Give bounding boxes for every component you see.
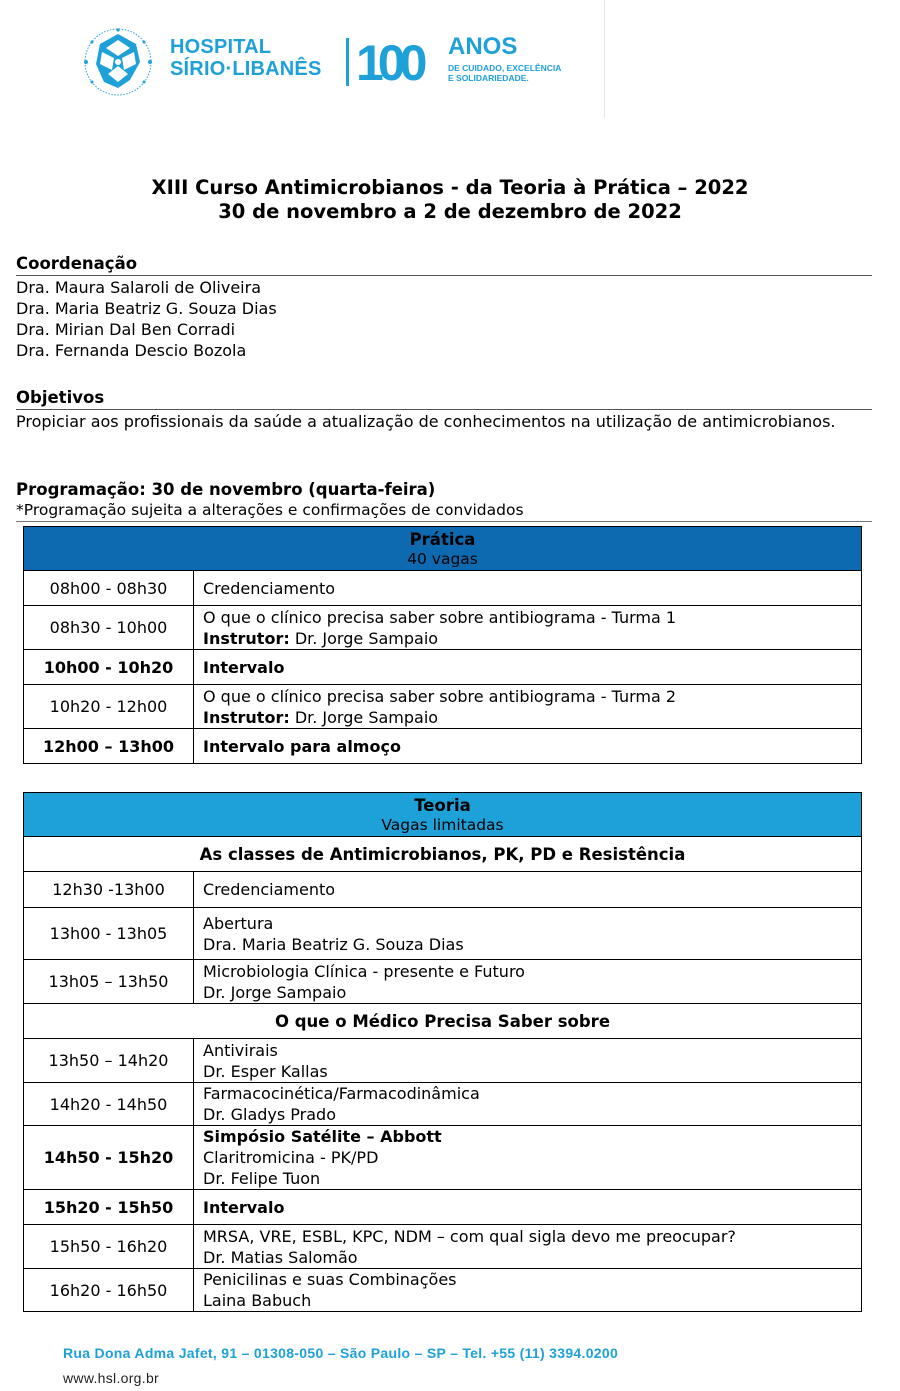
speaker-name: Dr. Jorge Sampaio <box>203 982 347 1002</box>
session-cell <box>194 1269 862 1312</box>
table-row <box>24 872 862 908</box>
speaker-name: Dr. Felipe Tuon <box>203 1169 321 1188</box>
session-time: 10h00 - 10h20 <box>24 650 194 685</box>
table-row <box>24 1083 862 1126</box>
session-time: 15h20 - 15h50 <box>24 1190 194 1225</box>
table-row <box>24 1269 862 1312</box>
session-time: 08h00 - 08h30 <box>24 571 194 606</box>
session-time: 15h50 - 16h20 <box>24 1225 194 1269</box>
table-row <box>24 908 862 960</box>
course-title-line1: XIII Curso Antimicrobianos - da Teoria à Prática – 2022 <box>151 176 749 199</box>
session-subtitle: Claritromicina - PK/PD <box>203 1148 379 1167</box>
instructor-label: Instrutor: <box>203 628 290 648</box>
logo-divider <box>346 38 349 86</box>
coordinator-name: Dra. Mirian Dal Ben Corradi <box>16 320 236 339</box>
theory-schedule-table <box>23 792 862 1312</box>
table-row <box>24 1039 862 1083</box>
table-row <box>24 685 862 729</box>
session-time: 13h05 – 13h50 <box>24 960 194 1004</box>
practice-header-row <box>24 527 862 571</box>
theory-header <box>24 793 862 837</box>
session-title: O que o clínico precisa saber sobre antibiograma - Turma 1 <box>203 607 677 627</box>
session-title: Simpósio Satélite – Abbott <box>203 1127 442 1146</box>
theory-title: Teoria <box>414 795 471 815</box>
session-time: 14h20 - 14h50 <box>24 1083 194 1126</box>
speaker-name: Laina Babuch <box>203 1291 312 1310</box>
instructor-line <box>203 707 861 728</box>
session-cell <box>194 606 862 650</box>
session-time: 13h00 - 13h05 <box>24 908 194 960</box>
instructor-label: Instrutor: <box>203 707 290 727</box>
session-time: 08h30 - 10h00 <box>24 606 194 650</box>
table-row <box>24 1190 862 1225</box>
speaker-name: Dr. Esper Kallas <box>203 1061 328 1081</box>
anniversary-word: ANOS <box>448 33 518 60</box>
practice-schedule-table <box>23 526 862 764</box>
session-title: Penicilinas e suas Combinações <box>203 1270 457 1289</box>
schedule-note: *Programação sujeita a alterações e confirmações de convidados <box>16 501 872 522</box>
hospital-name-line1: HOSPITAL <box>170 36 272 58</box>
session-title: Credenciamento <box>194 872 862 908</box>
session-cell <box>194 685 862 729</box>
table-row <box>24 1126 862 1190</box>
theory-header-row <box>24 793 862 837</box>
objectives-heading: Objetivos <box>16 388 872 410</box>
schedule-heading: Programação: 30 de novembro (quarta-feira) <box>16 480 436 499</box>
speaker-name: Dr. Gladys Prado <box>203 1105 336 1124</box>
session-cell <box>194 1126 862 1190</box>
table-row <box>24 729 862 764</box>
course-dates: 30 de novembro a 2 de dezembro de 2022 <box>218 200 682 223</box>
session-cell <box>194 1039 862 1083</box>
session-cell <box>194 1225 862 1269</box>
coordinator-name: Dra. Maria Beatriz G. Souza Dias <box>16 299 277 318</box>
speaker-name: Dra. Maria Beatriz G. Souza Dias <box>203 934 464 954</box>
table-row <box>24 960 862 1004</box>
session-title: Abertura <box>203 913 274 933</box>
practice-title: Prática <box>409 529 476 549</box>
coordinator-name: Dra. Fernanda Descio Bozola <box>16 341 247 360</box>
instructor-name: Dr. Jorge Sampaio <box>289 707 439 727</box>
footer-website-link[interactable]: www.hsl.org.br <box>63 1370 160 1386</box>
practice-subtitle: 40 vagas <box>407 549 478 568</box>
session-cell <box>194 908 862 960</box>
anniversary-number: 100 <box>356 36 422 88</box>
section-heading: As classes de Antimicrobianos, PK, PD e Resistência <box>24 837 862 872</box>
table-row <box>24 571 862 606</box>
session-title: Microbiologia Clínica - presente e Futuro <box>203 961 525 981</box>
section-row <box>24 837 862 872</box>
hospital-name <box>170 36 322 80</box>
hospital-logo <box>78 28 578 96</box>
instructor-line <box>203 628 861 649</box>
table-row <box>24 650 862 685</box>
session-cell <box>194 1083 862 1126</box>
header-vertical-rule <box>604 0 605 118</box>
speaker-name: Dr. Matias Salomão <box>203 1247 358 1267</box>
session-title: Intervalo <box>194 1190 862 1225</box>
course-title <box>0 176 900 224</box>
anniversary-tagline <box>448 63 588 83</box>
tagline-line2: E SOLIDARIEDADE. <box>448 73 529 83</box>
session-time: 14h50 - 15h20 <box>24 1126 194 1190</box>
table-row <box>24 606 862 650</box>
session-cell <box>194 960 862 1004</box>
instructor-name: Dr. Jorge Sampaio <box>289 628 439 648</box>
anniversary-100-mark <box>356 36 444 88</box>
session-title: O que o clínico precisa saber sobre antibiograma - Turma 2 <box>203 686 677 706</box>
session-title: Intervalo <box>194 650 862 685</box>
practice-header <box>24 527 862 571</box>
session-title: Credenciamento <box>194 571 862 606</box>
session-time: 12h30 -13h00 <box>24 872 194 908</box>
footer-address: Rua Dona Adma Jafet, 91 – 01308-050 – São Paulo – SP – Tel. +55 (11) 3394.0200 <box>63 1345 619 1361</box>
session-time: 12h00 – 13h00 <box>24 729 194 764</box>
coordination-heading: Coordenação <box>16 254 872 276</box>
table-row <box>24 1225 862 1269</box>
tagline-line1: DE CUIDADO, EXCELÊNCIA <box>448 63 562 73</box>
coordination-list <box>16 277 868 361</box>
theory-subtitle: Vagas limitadas <box>381 815 504 834</box>
session-time: 13h50 – 14h20 <box>24 1039 194 1083</box>
section-heading: O que o Médico Precisa Saber sobre <box>24 1004 862 1039</box>
session-time: 10h20 - 12h00 <box>24 685 194 729</box>
hospital-name-line2: SÍRIO·LIBANÊS <box>170 58 322 80</box>
objectives-text: Propiciar aos profissionais da saúde a atualização de conhecimentos na utilização de antimicrobianos. <box>16 412 836 431</box>
session-title: Farmacocinética/Farmacodinâmica <box>203 1084 480 1103</box>
coordinator-name: Dra. Maura Salaroli de Oliveira <box>16 278 262 297</box>
session-title: Antivirais <box>203 1040 278 1060</box>
section-row <box>24 1004 862 1039</box>
hospital-emblem-icon <box>78 28 158 96</box>
session-title: MRSA, VRE, ESBL, KPC, NDM – com qual sigla devo me preocupar? <box>203 1226 736 1246</box>
session-time: 16h20 - 16h50 <box>24 1269 194 1312</box>
session-title: Intervalo para almoço <box>194 729 862 764</box>
